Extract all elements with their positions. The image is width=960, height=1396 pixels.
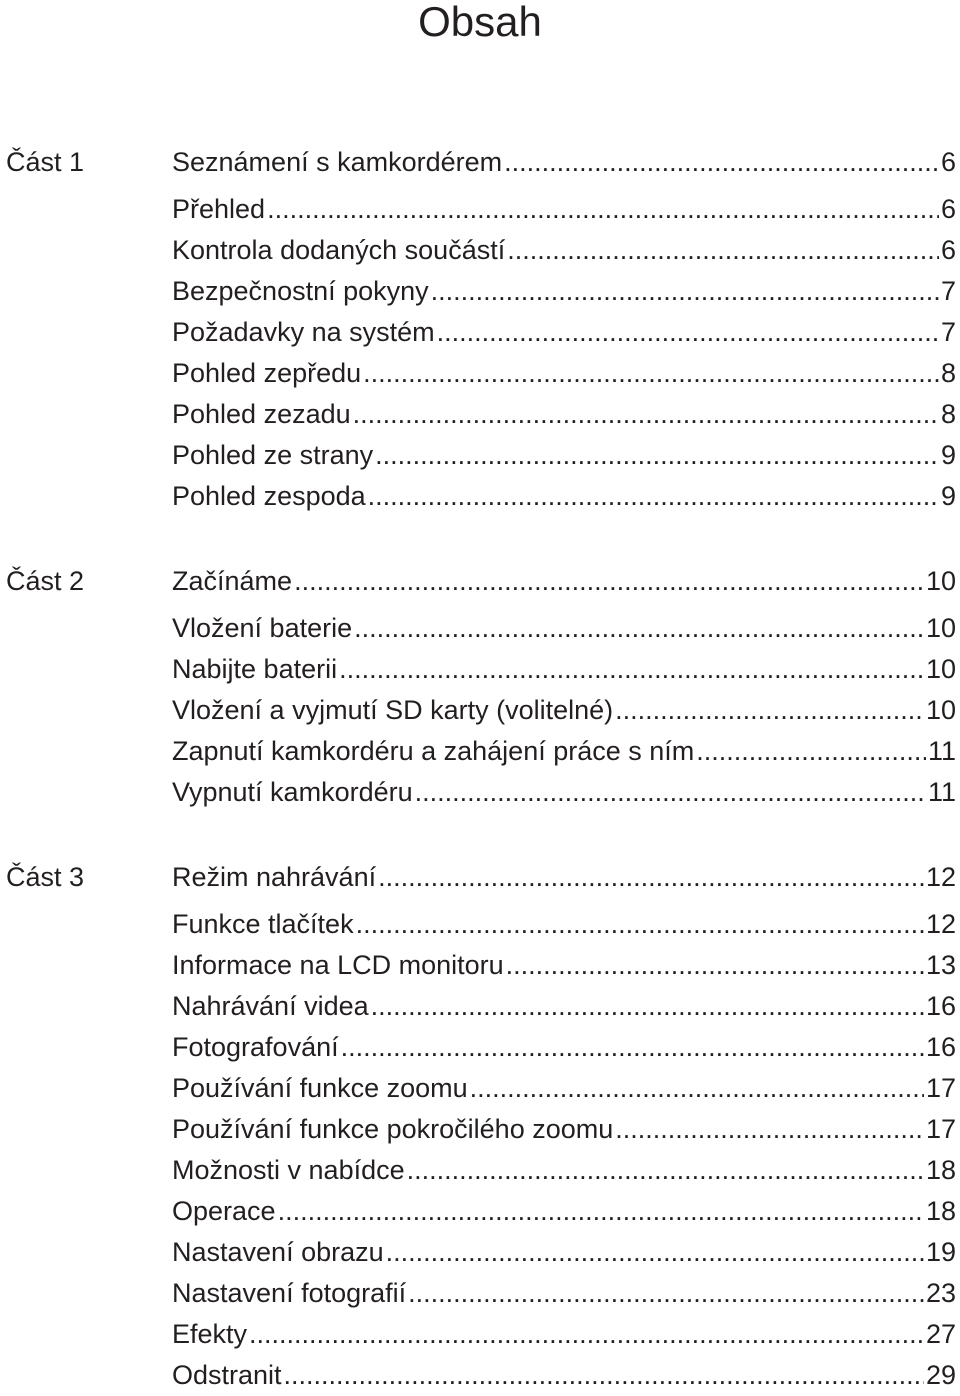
toc-entry[interactable] [172,435,956,476]
toc-entry-title: Nabijte baterii [172,654,338,684]
section-label: Část 2 [6,566,85,596]
toc-entry-page-number: 18 [925,1196,956,1226]
toc-entry-page-number: 6 [940,194,956,224]
dot-leader [378,857,924,898]
toc-entry[interactable] [172,608,956,649]
toc-entry-page-number: 19 [925,1237,956,1267]
toc-entry[interactable] [172,189,956,230]
toc-entry-page-number: 6 [940,235,956,265]
dot-leader [356,904,924,945]
toc-entry-page-number: 18 [925,1155,956,1185]
toc-entry[interactable] [172,772,956,813]
toc-entry[interactable] [172,1232,956,1273]
dot-leader [375,435,939,476]
toc-entry-title: Pohled zespoda [172,481,366,511]
toc-entry-page-number: 27 [925,1319,956,1349]
toc-entry-title: Režim nahrávání [172,862,377,892]
dot-leader [294,561,924,602]
toc-entry-page-number: 16 [925,1032,956,1062]
toc-entry-title: Efekty [172,1319,248,1349]
toc-entry-title: Vložení baterie [172,613,353,643]
dot-leader [615,1109,924,1150]
dot-leader [371,986,924,1027]
toc-entry-page-number: 29 [925,1360,956,1390]
dot-leader [368,476,939,517]
toc-entry-title: Používání funkce pokročilého zoomu [172,1114,614,1144]
toc-entry-title: Informace na LCD monitoru [172,950,504,980]
toc-entry[interactable] [172,476,956,517]
toc-entry-title: Seznámení s kamkordérem [172,147,503,177]
toc-entry-list [172,561,956,813]
toc-entry-title: Nastavení obrazu [172,1237,384,1267]
dot-leader [507,230,939,271]
dot-leader [341,1027,924,1068]
toc-entry-title: Fotografování [172,1032,339,1062]
toc-entry[interactable] [172,690,956,731]
toc-entry-page-number: 11 [927,736,956,766]
toc-entry-page-number: 12 [925,909,956,939]
dot-leader [431,271,939,312]
toc-entry-list [172,142,956,517]
toc-entry[interactable] [172,394,956,435]
toc-entry[interactable] [172,230,956,271]
toc-entry-title: Pohled zezadu [172,399,351,429]
toc-entry-page-number: 7 [940,317,956,347]
toc-entry-title: Funkce tlačítek [172,909,354,939]
dot-leader [415,772,926,813]
toc-entry-page-number: 9 [940,481,956,511]
dot-leader [437,312,939,353]
toc-entry[interactable] [172,1109,956,1150]
page-title: Obsah [418,0,542,45]
toc-entry[interactable] [172,353,956,394]
toc-entry-title: Vložení a vyjmutí SD karty (volitelné) [172,695,614,725]
toc-entry[interactable] [172,1068,956,1109]
toc-entry[interactable] [172,649,956,690]
dot-leader [696,731,926,772]
toc-entry[interactable] [172,1314,956,1355]
toc-entry[interactable] [172,986,956,1027]
toc-entry-page-number: 17 [925,1073,956,1103]
toc-entry-title: Používání funkce zoomu [172,1073,468,1103]
section-label: Část 3 [6,862,85,892]
dot-leader [506,945,924,986]
toc-entry[interactable] [172,1355,956,1396]
section-label: Část 1 [6,147,85,177]
toc-entry[interactable] [172,312,956,353]
dot-leader [408,1273,924,1314]
toc-entry-title: Pohled ze strany [172,440,374,470]
toc-entry[interactable] [172,1027,956,1068]
toc-entry-page-number: 23 [925,1278,956,1308]
toc-entry-title: Přehled [172,194,266,224]
toc-entry-page-number: 7 [940,276,956,306]
toc-entry-page-number: 8 [940,358,956,388]
toc-entry[interactable] [172,271,956,312]
toc-entry-title: Začínáme [172,566,293,596]
dot-leader [470,1068,924,1109]
toc-entry-page-number: 12 [925,862,956,892]
dot-leader [249,1314,924,1355]
dot-leader [267,189,939,230]
toc-entry-title: Bezpečnostní pokyny [172,276,429,306]
toc-entry-title: Možnosti v nabídce [172,1155,405,1185]
toc-entry-title: Kontrola dodaných součástí [172,235,506,265]
toc-entry-page-number: 10 [925,654,956,684]
toc-entry[interactable] [172,561,956,602]
dot-leader [363,353,939,394]
toc-entry-page-number: 10 [925,695,956,725]
toc-entry[interactable] [172,1191,956,1232]
dot-leader [386,1232,924,1273]
toc-entry-page-number: 8 [940,399,956,429]
dot-leader [615,690,924,731]
dot-leader [353,394,939,435]
toc-entry-page-number: 10 [925,613,956,643]
toc-entry-title: Nastavení fotografií [172,1278,407,1308]
dot-leader [339,649,924,690]
dot-leader [354,608,924,649]
toc-entry-title: Operace [172,1196,276,1226]
dot-leader [284,1355,924,1396]
toc-entry-list [172,857,956,1396]
toc-entry[interactable] [172,731,956,772]
toc-entry-title: Pohled zepředu [172,358,362,388]
toc-entry-page-number: 11 [927,777,956,807]
toc-entry-page-number: 16 [925,991,956,1021]
dot-leader [407,1150,924,1191]
toc-entry-title: Požadavky na systém [172,317,435,347]
toc-entry-title: Vypnutí kamkordéru [172,777,413,807]
toc-entry-page-number: 17 [925,1114,956,1144]
dot-leader [278,1191,924,1232]
toc-entry-title: Odstranit [172,1360,282,1390]
toc-entry[interactable] [172,945,956,986]
toc-entry-title: Nahrávání videa [172,991,369,1021]
toc-entry[interactable] [172,142,956,183]
toc-entry[interactable] [172,857,956,898]
toc-entry-title: Zapnutí kamkordéru a zahájení práce s ním [172,736,695,766]
toc-entry-page-number: 6 [940,147,956,177]
dot-leader [504,142,939,183]
toc-entry[interactable] [172,1150,956,1191]
toc-entry-page-number: 10 [925,566,956,596]
toc-entry[interactable] [172,1273,956,1314]
toc-entry-page-number: 13 [925,950,956,980]
toc-entry[interactable] [172,904,956,945]
toc-entry-page-number: 9 [940,440,956,470]
